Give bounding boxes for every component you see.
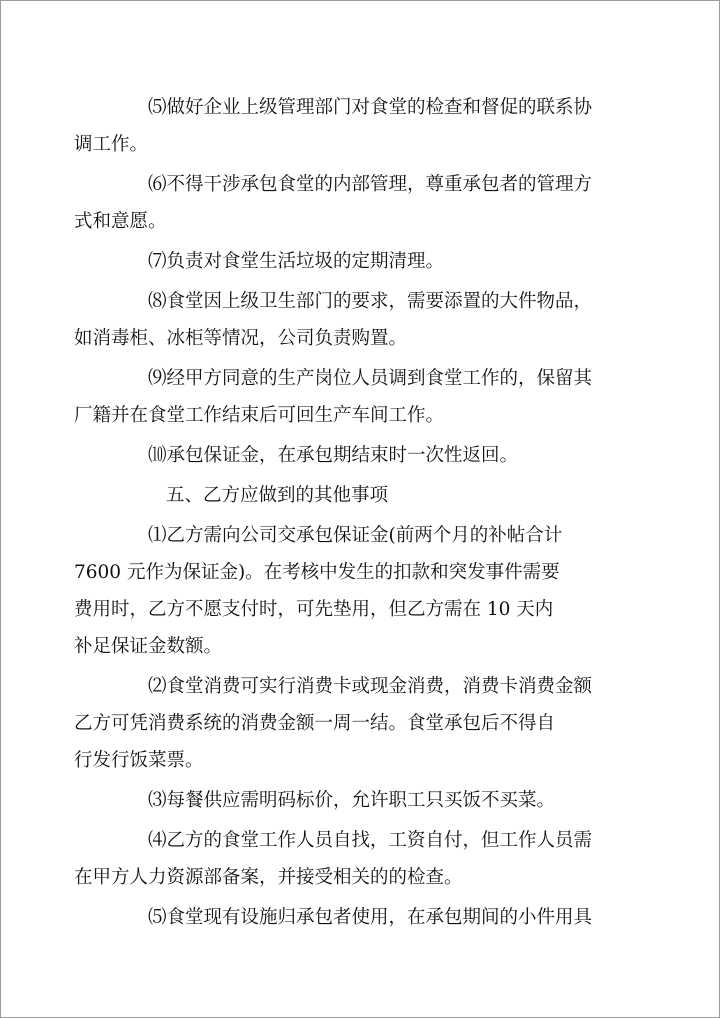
text-line: 费用时，乙方不愿支付时，可先垫用，但乙方需在 10 天内 bbox=[74, 599, 554, 620]
paragraph-item-10 bbox=[111, 437, 616, 474]
text-line: ⑵食堂消费可实行消费卡或现金消费，消费卡消费金额 bbox=[148, 676, 593, 697]
text-line: 厂籍并在食堂工作结束后可回生产车间工作。 bbox=[74, 405, 445, 426]
section-paragraph-item-4 bbox=[74, 822, 616, 896]
paragraph-item-5 bbox=[74, 89, 616, 163]
text-line: ⑸食堂现有设施归承包者使用，在承包期间的小件用具 bbox=[148, 907, 593, 928]
section-paragraph-item-2 bbox=[74, 668, 616, 779]
text-line: 行发行饭菜票。 bbox=[74, 750, 204, 771]
text-line: ⑷乙方的食堂工作人员自找，工资自付，但工作人员需 bbox=[148, 830, 593, 851]
section-heading: 五、乙方应做到的其他事项 bbox=[166, 485, 389, 506]
text-line: 式和意愿。 bbox=[74, 211, 167, 232]
text-line: 调工作。 bbox=[74, 134, 149, 155]
text-line: ⑽承包保证金，在承包期结束时一次性返回。 bbox=[148, 445, 519, 466]
text-line: ⑺负责对食堂生活垃圾的定期清理。 bbox=[148, 251, 445, 272]
text-line: 乙方可凭消费系统的消费金额一周一结。食堂承包后不得自 bbox=[74, 713, 556, 734]
paragraph-item-6 bbox=[74, 166, 616, 240]
text-line: ⑹不得干涉承包食堂的内部管理，尊重承包者的管理方 bbox=[148, 174, 593, 195]
section-paragraph-item-1 bbox=[74, 517, 616, 665]
text-line: ⑸做好企业上级管理部门对食堂的检查和督促的联系协 bbox=[148, 97, 593, 118]
text-line: ⑻食堂因上级卫生部门的要求，需要添置的大件物品， bbox=[148, 291, 593, 312]
section-paragraph-item-5 bbox=[111, 899, 616, 936]
document-body bbox=[74, 89, 616, 939]
text-line: ⑴乙方需向公司交承包保证金(前两个月的补帖合计 bbox=[148, 525, 563, 546]
section-paragraph-item-3 bbox=[111, 782, 616, 819]
paragraph-item-9 bbox=[74, 360, 616, 434]
text-line: ⑼经甲方同意的生产岗位人员调到食堂工作的，保留其 bbox=[148, 368, 593, 389]
text-line: 补足保证金数额。 bbox=[74, 636, 223, 657]
text-line: 如消毒柜、冰柜等情况，公司负责购置。 bbox=[74, 328, 408, 349]
paragraph-item-7 bbox=[111, 243, 616, 280]
text-line: 7600 元作为保证金)。在考核中发生的扣款和突发事件需要 bbox=[74, 562, 560, 583]
paragraph-item-8 bbox=[74, 283, 616, 357]
text-line: ⑶每餐供应需明码标价，允许职工只买饭不买菜。 bbox=[148, 790, 556, 811]
text-line: 在甲方人力资源部备案，并接受相关的的检查。 bbox=[74, 867, 463, 888]
